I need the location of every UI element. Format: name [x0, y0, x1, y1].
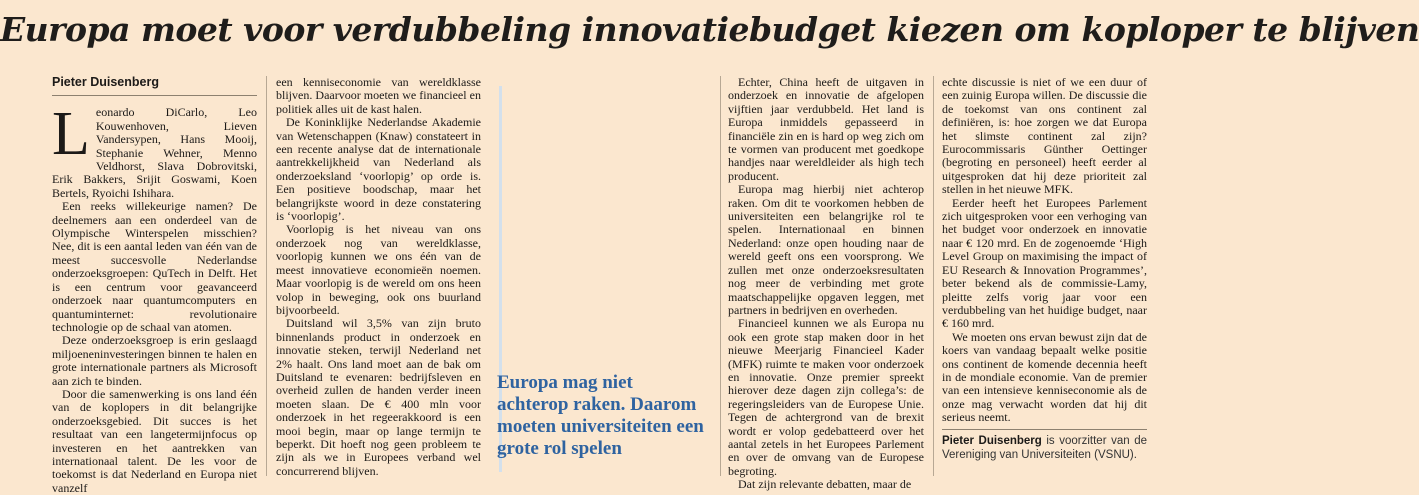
paragraph: Voorlopig is het niveau van ons onderzoek nog van wereldklasse, voorlopig kunnen we ons één van de meest innovatieve economieën noemen. Maar voorlopig is de wereld om ons heen volop in beweging, ook ons buurland bijvoorbeeld. [276, 222, 481, 317]
paragraph: Echter, China heeft de uitgaven in onderzoek en innovatie de afgelopen vijftien jaar verdubbeld. Het land is Europa inmiddels gepasseerd in financiële zin en is hard op weg zich om te vormen van producent met goedkope handjes naar wereldleider als high tech producent. [728, 75, 924, 183]
byline-author: Pieter Duisenberg [52, 76, 257, 96]
article-column-2 [276, 76, 481, 478]
paragraph: Door die samenwerking is ons land één van de koplopers in dit belangrijke onderzoeksgebied. Dit succes is het resultaat van een langetermijnfocus op investeren en het aantrekken van internationaal talent. De les voor de toekomst is dat Nederland en Europa niet vanzelf [52, 386, 257, 495]
paragraph: Duitsland wil 3,5% van zijn bruto binnenlands product in onderzoek en innovatie steken, terwijl Nederland net 2% haalt. Ons land moet aan de bak om Duitsland te evenaren: bedrijfsleven en overheid zullen de handen verder ineen moeten slaan. De € 400 mln voor onderzoek in het regeerakkoord is een mooi begin, maar op lange termijn te beperkt. Dit hoeft nog geen probleem te zijn als we in Europees verband wel concurrerend blijven. [276, 316, 481, 478]
author-note-name: Pieter Duisenberg [942, 434, 1042, 447]
paragraph: Een reeks willekeurige namen? De deelnemers aan een onderdeel van de Olympische Winterspelen misschien? Nee, dit is een aantal leden van één van de meest succesvolle Nederlandse onderzoeksgroepen: QuTech in Delft. Het is een centrum voor geavanceerd onderzoek naar quantumcomputers en quantuminternet: revolutionaire technologie op de schaal van atomen. [52, 199, 257, 334]
article-column-3 [728, 76, 924, 492]
article-column-1 [52, 76, 257, 495]
paragraph: Leonardo DiCarlo, Leo Kouwenhoven, Lieven Vandersypen, Hans Mooij, Stephanie Wehner, Menno Veldhorst, Slava Dobrovitski, Erik Bakkers, Srijit Goswami, Koen Bertels, Ryoichi Ishihara. [52, 100, 257, 200]
paragraph: Europa mag hierbij niet achterop raken. Om dit te voorkomen hebben de universiteiten een belangrijke rol te spelen. Internationaal en binnen Nederland: onze open houding naar de wereld geeft ons een voorsprong. We zullen met onze onderzoeksresultaten nog meer de verbinding met grote maatschappelijke opgaven leggen, met partners in bedrijven en overheden. [728, 182, 924, 317]
author-note-text: is voorzitter van de Vereniging van Universiteiten (VSNU). [942, 434, 1147, 461]
article-column-4 [942, 76, 1147, 462]
dropcap: L [52, 100, 90, 169]
paragraph: Eerder heeft het Europees Parlement zich uitgesproken voor een verhoging van het budget voor onderzoek en innovatie naar € 120 mrd. En de zogenoemde ‘High Level Group on maximising the impact of EU Research & Innovation Programmes’, beter bekend als de commissie-Lamy, pleitte zelfs vorig jaar voor een verdubbeling van het huidige budget, naar € 160 mrd. [942, 195, 1147, 331]
paragraph: een kenniseconomie van wereldklasse blijven. Daarvoor moeten we financieel en politiek alles uit de kast halen. [276, 75, 481, 116]
author-note [942, 429, 1147, 462]
column-divider [720, 76, 721, 476]
pullquote: Europa mag niet achterop raken. Daarom moeten universiteiten een grote rol spelen [497, 372, 704, 459]
paragraph: We moeten ons ervan bewust zijn dat de koers van vandaag bepaalt welke positie ons continent de komende decennia heeft in de mondiale economie. Van de premier van een intensieve kenniseconomie als de onze mag verwacht worden dat hij dit serieus neemt. [942, 329, 1147, 425]
column-divider [266, 76, 267, 476]
paragraph: De Koninklijke Nederlandse Akademie van Wetenschappen (Knaw) constateert in een recente analyse dat de internationale aantrekkelijkheid van Nederland als onderzoeksland ‘voorlopig’ op orde is. Een positieve boodschap, maar het belangrijkste woord in deze constatering is ‘voorlopig’. [276, 115, 481, 224]
paragraph: echte discussie is niet of we een duur of een zuinig Europa willen. De discussie die de toekomst van ons continent zal definiëren, is: hoe zorgen we dat Europa het slimste continent zal zijn? Eurocommissaris Günther Oettinger (begroting en personeel) heeft eerder al uitgesproken dat hij deze prioriteit zal stellen in het nieuwe MFK. [942, 75, 1147, 197]
headline: Europa moet voor verdubbeling innovatiebudget kiezen om koploper te blijven [0, 10, 1419, 49]
paragraph: Financieel kunnen we als Europa nu ook een grote stap maken door in het nieuwe Meerjarig Financieel Kader (MFK) ruimte te maken voor onderzoek en innovatie. Onze premier spreekt hierover deze dagen zijn collega’s: de regeringsleiders van de Europese Unie. Tegen de achtergrond van de brexit wordt er volop gedebatteerd over het aantal zetels in het Europees Parlement en over de omvang van de Europese begroting. [728, 316, 924, 478]
paragraph: Deze onderzoeksgroep is erin geslaagd miljoeneninvesteringen binnen te halen en grote internationale partners als Microsoft aan zich te binden. [52, 333, 257, 388]
column-divider [933, 76, 934, 476]
paragraph: Dat zijn relevante debatten, maar de [738, 477, 912, 492]
